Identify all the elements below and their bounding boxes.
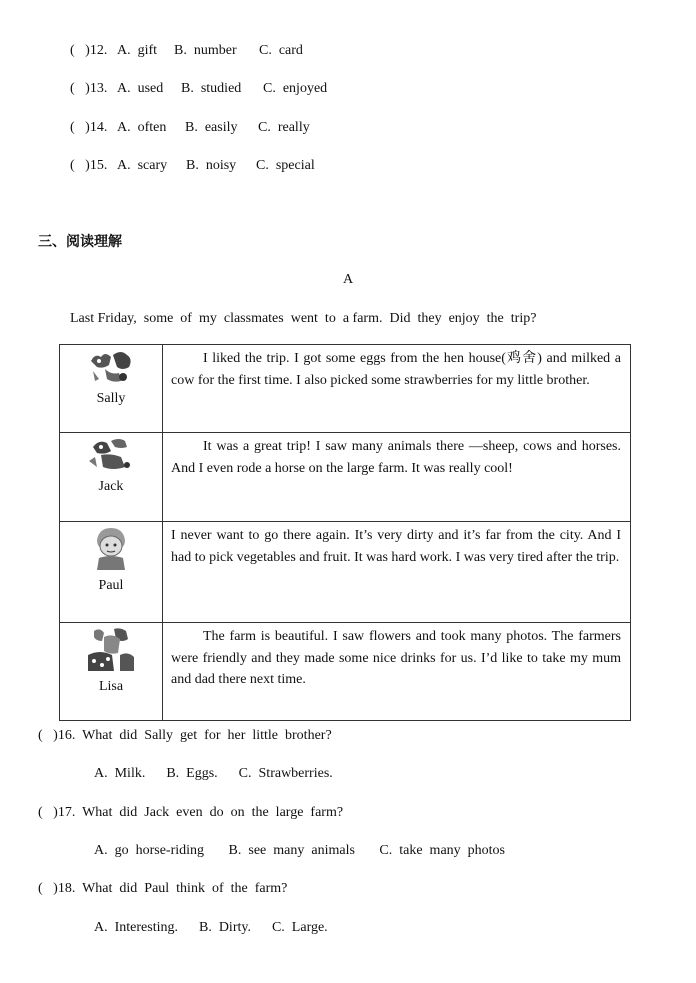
option-b: B. noisy <box>186 158 237 173</box>
table-row <box>60 623 631 721</box>
option-c: C. card <box>259 43 303 58</box>
passage-label: A <box>342 272 354 287</box>
choice-number: ( )15. <box>70 158 108 173</box>
question-18-options: A. Interesting. B. Dirty. C. Large. <box>94 920 328 935</box>
person-name: Lisa <box>98 679 124 694</box>
person-name: Paul <box>98 578 124 593</box>
question-16: ( )16. What did Sally get for her little brother? <box>38 728 332 743</box>
person-cell <box>60 623 163 721</box>
choice-number: ( )14. <box>70 120 108 135</box>
reading-table <box>59 344 631 721</box>
person-cell <box>60 345 163 433</box>
section-heading: 三、阅读理解 <box>38 234 122 250</box>
option-c: C. special <box>256 158 315 173</box>
sally-picture <box>85 349 137 385</box>
paul-picture <box>85 526 137 572</box>
person-statement: I liked the trip. I got some eggs from the hen house(鸡舍) and milked a cow for the first time. I also picked some strawberries for my little brother. <box>163 345 631 433</box>
question-16-options: A. Milk. B. Eggs. C. Strawberries. <box>94 766 333 781</box>
table-row <box>60 433 631 522</box>
option-b: B. number <box>174 43 237 58</box>
option-a: A. gift <box>117 43 158 58</box>
person-statement: It was a great trip! I saw many animals there —sheep, cows and horses. And I even rode a horse on the large farm. It was really cool! <box>163 433 631 522</box>
option-c: C. really <box>258 120 310 135</box>
person-cell <box>60 433 163 522</box>
question-17: ( )17. What did Jack even do on the large farm? <box>38 805 344 820</box>
option-a: A. used <box>117 81 164 96</box>
person-statement: I never want to go there again. It’s very dirty and it’s far from the city. And I had to pick vegetables and fruit. It was hard work. I was very tired after the trip. <box>163 522 631 623</box>
option-b: B. studied <box>181 81 242 96</box>
person-cell <box>60 522 163 623</box>
table-row <box>60 345 631 433</box>
choice-number: ( )13. <box>70 81 108 96</box>
person-name: Jack <box>98 479 124 494</box>
person-statement: The farm is beautiful. I saw flowers and took many photos. The farmers were friendly and they made some nice drinks for us. I’d like to take my mum and dad there next time. <box>163 623 631 721</box>
option-a: A. scary <box>117 158 168 173</box>
option-b: B. easily <box>185 120 238 135</box>
option-c: C. enjoyed <box>263 81 328 96</box>
choice-number: ( )12. <box>70 43 108 58</box>
table-row <box>60 522 631 623</box>
lisa-picture <box>84 627 138 673</box>
question-17-options: A. go horse-riding B. see many animals C. take many photos <box>94 843 505 858</box>
person-name: Sally <box>96 391 126 406</box>
question-18: ( )18. What did Paul think of the farm? <box>38 881 288 896</box>
option-a: A. often <box>117 120 167 135</box>
passage-intro: Last Friday, some of my classmates went to a farm. Did they enjoy the trip? <box>70 311 537 326</box>
jack-picture <box>85 437 137 473</box>
